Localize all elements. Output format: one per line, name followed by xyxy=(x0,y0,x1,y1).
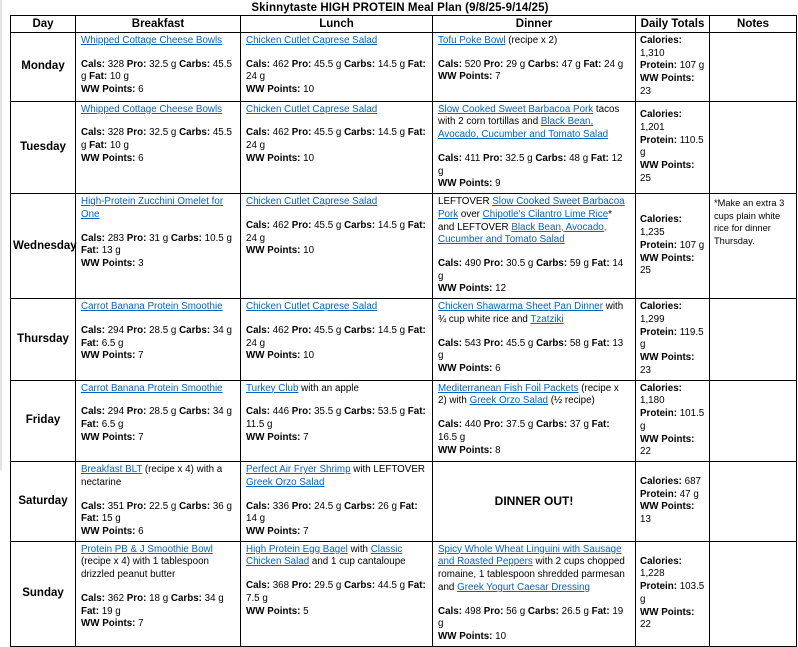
macro-label: Pro: xyxy=(291,324,312,336)
macro-label: Pro: xyxy=(483,605,504,617)
macro-label: Carbs: xyxy=(536,419,568,431)
macro-label: Carbs: xyxy=(344,127,376,139)
meal-plan-row-sunday xyxy=(11,541,797,646)
macro-label: WW Points: xyxy=(438,444,493,456)
meal-title: High Protein Egg Bagel with Classic Chicken Salad and 1 cup cantaloupe xyxy=(246,543,406,568)
breakfast-cell xyxy=(76,33,241,102)
macro-label: Carbs: xyxy=(179,406,211,418)
macro-label: Carbs: xyxy=(170,232,202,244)
macros-line: Cals: 462 Pro: 45.5 g Carbs: 14.5 g Fat: 24 g xyxy=(246,324,426,349)
note-text: *Make an extra 3 cups plain white rice for dinner Thursday. xyxy=(714,198,785,246)
ww-points-line: WW Points: 10 xyxy=(246,245,315,257)
total-line: Calories: 1,201 xyxy=(640,109,682,133)
macros-line: Cals: 440 Pro: 37.5 g Carbs: 37 g Fat: 16.5 g xyxy=(438,419,610,443)
macro-label: Carbs: xyxy=(179,324,211,336)
total-line: Protein: 47 g xyxy=(640,488,699,500)
macro-label: Cals: xyxy=(81,127,105,139)
macro-label: Cals: xyxy=(81,592,105,604)
col-header-notes: Notes xyxy=(710,16,797,33)
macros-line: Cals: 368 Pro: 29.5 g Carbs: 44.5 g Fat: 7.5 g xyxy=(246,580,426,604)
recipe-link[interactable]: Slow Cooked Sweet Barbacoa Pork xyxy=(438,103,594,115)
total-line: Calories: 1,310 xyxy=(640,35,682,59)
dinner-cell xyxy=(433,462,636,542)
macros-line: Cals: 328 Pro: 32.5 g Carbs: 45.5 g Fat: 10 g xyxy=(81,127,232,152)
lunch-cell xyxy=(241,299,433,380)
total-label: Protein: xyxy=(640,488,678,500)
macro-label: Cals: xyxy=(246,500,270,512)
col-header-day: Day xyxy=(11,16,76,33)
notes-cell xyxy=(710,541,797,646)
macro-label: Fat: xyxy=(591,258,610,270)
day-cell: Wednesday xyxy=(11,194,76,299)
lunch-cell xyxy=(241,380,433,461)
day-cell: Saturday xyxy=(11,462,76,542)
recipe-link[interactable]: Tofu Poke Bowl xyxy=(438,35,506,46)
macro-label: Carbs: xyxy=(536,337,568,349)
macro-label: Cals: xyxy=(81,406,105,418)
macros-line: Cals: 336 Pro: 24.5 g Carbs: 26 g Fat: 14 g xyxy=(246,500,418,525)
breakfast-cell xyxy=(76,101,241,193)
ww-points-line: WW Points: 6 xyxy=(81,84,144,96)
recipe-link[interactable]: Carrot Banana Protein Smoothie xyxy=(81,382,223,394)
macro-label: WW Points: xyxy=(81,84,136,96)
dinner-cell xyxy=(433,101,636,193)
macro-label: Pro: xyxy=(483,337,504,349)
total-line: WW Points: 22 xyxy=(640,433,695,458)
total-line: WW Points: 23 xyxy=(640,73,695,97)
macro-label: WW Points: xyxy=(81,431,136,443)
ww-points-line: WW Points: 6 xyxy=(81,525,144,537)
recipe-link[interactable]: Black Bean, Avocado, Cucumber and Tomato Salad xyxy=(438,221,607,246)
total-line: Calories: 1,228 xyxy=(640,555,682,580)
daily-totals-cell xyxy=(636,380,710,461)
total-label: Calories: xyxy=(640,301,682,313)
dinner-cell xyxy=(433,380,636,461)
lunch-cell xyxy=(241,33,433,102)
macro-label: Fat: xyxy=(81,245,99,257)
meal-title xyxy=(246,35,427,48)
macro-label: Fat: xyxy=(407,580,426,592)
total-line: Calories: 687 xyxy=(640,475,702,487)
lunch-cell xyxy=(241,101,433,193)
macro-label: Fat: xyxy=(81,419,99,431)
ww-points-line: WW Points: 10 xyxy=(246,84,315,96)
meal-title: Breakfast BLT (recipe x 4) with a nectarine xyxy=(81,464,223,488)
macro-label: Pro: xyxy=(291,580,312,592)
recipe-link[interactable]: Whipped Cottage Cheese Bowls xyxy=(81,35,223,46)
macros-line: Cals: 462 Pro: 45.5 g Carbs: 14.5 g Fat: 24 g xyxy=(246,58,426,83)
meal-title: LEFTOVER Slow Cooked Sweet Barbacoa Pork over Chipotle's Cilantro Lime Rice* and LEFTOVER Black Bean, Avocado, Cucumber and Tomato Salad xyxy=(438,196,625,246)
macro-label: Cals: xyxy=(438,605,462,617)
ww-points-line: WW Points: 8 xyxy=(438,444,501,456)
breakfast-cell xyxy=(76,299,241,380)
meal-title: Spicy Whole Wheat Linguini with Sausage and Roasted Peppers with 2 cups chopped romaine, 1 tablespoon shredded parmesan and Greek Yogurt Caesar Dressing xyxy=(438,543,625,593)
lunch-cell xyxy=(241,194,433,299)
macros-line: Cals: 283 Pro: 31 g Carbs: 10.5 g Fat: 13 g xyxy=(81,232,232,257)
ww-points-line: WW Points: 7 xyxy=(81,431,144,443)
total-line: Protein: 119.5 g xyxy=(640,326,704,351)
notes-cell xyxy=(710,194,797,299)
macro-label: Carbs: xyxy=(344,406,376,418)
macros-line: Cals: 462 Pro: 45.5 g Carbs: 14.5 g Fat: 24 g xyxy=(246,127,426,152)
total-label: Protein: xyxy=(640,239,678,251)
recipe-link[interactable]: Tzatziki xyxy=(530,313,564,325)
macro-label: Cals: xyxy=(246,324,270,336)
macro-label: Fat: xyxy=(407,324,426,336)
ww-points-line: WW Points: 7 xyxy=(81,350,144,362)
total-label: Protein: xyxy=(640,134,678,146)
meal-title xyxy=(81,301,235,314)
ww-points-line: WW Points: 6 xyxy=(81,152,144,164)
lunch-cell xyxy=(241,541,433,646)
total-label: Calories: xyxy=(640,475,682,487)
total-label: Protein: xyxy=(640,326,678,338)
macro-label: Fat: xyxy=(407,406,426,418)
macro-label: Cals: xyxy=(438,58,462,70)
recipe-link[interactable]: High Protein Egg Bagel xyxy=(246,543,348,555)
macro-label: Carbs: xyxy=(344,500,376,512)
macro-label: WW Points: xyxy=(438,178,493,190)
macro-label: WW Points: xyxy=(438,71,493,83)
dinner-cell xyxy=(433,194,636,299)
header-row xyxy=(11,16,797,33)
macros-line: Cals: 490 Pro: 30.5 g Carbs: 59 g Fat: 14 g xyxy=(438,258,624,282)
macro-label: Cals: xyxy=(81,500,105,512)
macro-label: WW Points: xyxy=(246,152,301,164)
total-line: Protein: 101.5 g xyxy=(640,408,705,432)
daily-totals-cell xyxy=(636,101,710,193)
col-header-breakfast: Breakfast xyxy=(76,16,241,33)
dinner-cell xyxy=(433,299,636,380)
total-label: WW Points: xyxy=(640,352,695,364)
total-label: Calories: xyxy=(640,214,682,226)
macro-label: Pro: xyxy=(291,219,312,231)
ww-points-line: WW Points: 7 xyxy=(438,71,501,83)
ww-points-line: WW Points: 10 xyxy=(438,631,507,643)
macro-label: WW Points: xyxy=(438,363,493,375)
recipe-link[interactable]: Classic Chicken Salad xyxy=(246,543,403,568)
col-header-dinner: Dinner xyxy=(433,16,636,33)
notes-cell xyxy=(710,101,797,193)
macro-label: Pro: xyxy=(126,592,147,604)
macro-label: Fat: xyxy=(81,605,99,617)
day-cell: Friday xyxy=(11,380,76,461)
macro-label: Fat: xyxy=(81,337,99,349)
daily-totals-cell xyxy=(636,541,710,646)
col-header-lunch: Lunch xyxy=(241,16,433,33)
macros-line: Cals: 462 Pro: 45.5 g Carbs: 14.5 g Fat: 24 g xyxy=(246,219,426,244)
macros-line: Cals: 294 Pro: 28.5 g Carbs: 34 g Fat: 6.5 g xyxy=(81,406,232,431)
macro-label: Cals: xyxy=(246,58,270,70)
recipe-link[interactable]: Chicken Cutlet Caprese Salad xyxy=(246,35,378,46)
dinner-out-label: DINNER OUT! xyxy=(494,493,574,508)
total-line: WW Points: 22 xyxy=(640,606,695,631)
macro-label: Pro: xyxy=(291,127,312,139)
macro-label: Cals: xyxy=(246,219,270,231)
total-line: WW Points: 25 xyxy=(640,252,695,277)
macro-label: WW Points: xyxy=(81,618,136,630)
macro-label: Pro: xyxy=(483,58,504,70)
total-label: Calories: xyxy=(640,35,682,46)
macro-label: Cals: xyxy=(438,152,462,164)
recipe-link[interactable]: Chipotle's Cilantro Lime Rice xyxy=(482,208,609,220)
macro-label: Fat: xyxy=(407,219,426,231)
recipe-link[interactable]: Black Bean, Avocado, Cucumber and Tomato Salad xyxy=(438,116,609,141)
macros-line: Cals: 446 Pro: 35.5 g Carbs: 53.5 g Fat: 11.5 g xyxy=(246,406,426,431)
macro-label: Pro: xyxy=(483,258,504,270)
col-header-daily-totals: Daily Totals xyxy=(636,16,710,33)
ww-points-line: WW Points: 10 xyxy=(246,152,315,164)
macro-label: Pro: xyxy=(483,152,503,164)
macro-label: Pro: xyxy=(291,500,312,512)
macros-line: Cals: 543 Pro: 45.5 g Carbs: 58 g Fat: 13 g xyxy=(438,337,624,362)
macro-label: Pro: xyxy=(126,406,147,418)
macro-label: Cals: xyxy=(81,324,105,336)
macro-label: Carbs: xyxy=(535,152,567,164)
macro-label: Fat: xyxy=(407,127,426,139)
macro-label: Pro: xyxy=(126,324,147,336)
macros-line: Cals: 520 Pro: 29 g Carbs: 47 g Fat: 24 g xyxy=(438,58,624,70)
macro-label: WW Points: xyxy=(246,245,301,257)
macro-label: Carbs: xyxy=(179,500,211,512)
meal-title xyxy=(81,196,235,221)
macro-label: WW Points: xyxy=(438,283,493,295)
total-line: WW Points: 23 xyxy=(640,352,695,376)
total-label: WW Points: xyxy=(640,501,695,513)
recipe-link[interactable]: Greek Orzo Salad xyxy=(469,395,548,407)
ww-points-line: WW Points: 9 xyxy=(438,178,501,190)
notes-cell xyxy=(710,299,797,380)
meal-plan-row-tuesday xyxy=(11,101,797,193)
total-label: WW Points: xyxy=(640,73,695,85)
macro-label: Carbs: xyxy=(527,605,559,617)
macros-line: Cals: 411 Pro: 32.5 g Carbs: 48 g Fat: 12 g xyxy=(438,152,623,177)
total-label: WW Points: xyxy=(640,606,695,618)
macro-label: Cals: xyxy=(81,58,105,70)
lunch-cell xyxy=(241,462,433,542)
ww-points-line: WW Points: 5 xyxy=(246,605,309,617)
macro-label: WW Points: xyxy=(246,525,301,537)
total-label: WW Points: xyxy=(640,252,695,264)
total-label: Protein: xyxy=(640,60,678,72)
recipe-link[interactable]: Turkey Club xyxy=(246,382,299,394)
recipe-link[interactable]: Spicy Whole Wheat Linguini with Sausage and Roasted Peppers xyxy=(438,543,622,568)
meal-title: Chicken Shawarma Sheet Pan Dinner with ¾ cup white rice and Tzatziki xyxy=(438,301,624,325)
meal-title xyxy=(246,104,427,117)
macro-label: Pro: xyxy=(126,232,147,244)
recipe-link[interactable]: Protein PB & J Smoothie Bowl xyxy=(81,543,213,555)
macro-label: Fat: xyxy=(399,500,418,512)
breakfast-cell xyxy=(76,380,241,461)
total-line: Protein: 107 g xyxy=(640,239,705,251)
recipe-link[interactable]: Mediterranean Fish Foil Packets xyxy=(438,382,579,394)
total-label: Calories: xyxy=(640,109,682,121)
macro-label: Carbs: xyxy=(179,127,211,139)
macro-label: Carbs: xyxy=(170,592,202,604)
ww-points-line: WW Points: 3 xyxy=(81,258,144,270)
meal-plan-body xyxy=(11,33,797,647)
breakfast-cell xyxy=(76,194,241,299)
total-label: WW Points: xyxy=(640,160,695,172)
macro-label: Fat: xyxy=(89,140,108,152)
macro-label: Cals: xyxy=(246,406,270,418)
macro-label: Fat: xyxy=(591,605,610,617)
total-line: Protein: 107 g xyxy=(640,60,705,72)
macro-label: Cals: xyxy=(438,337,462,349)
macros-line: Cals: 328 Pro: 32.5 g Carbs: 45.5 g Fat: 10 g xyxy=(81,58,232,83)
macro-label: WW Points: xyxy=(81,350,136,362)
macro-label: Carbs: xyxy=(344,324,376,336)
macro-label: Fat: xyxy=(81,513,99,525)
dinner-cell xyxy=(433,33,636,102)
macro-label: Fat: xyxy=(591,337,610,349)
total-line: Protein: 103.5 g xyxy=(640,581,705,605)
total-label: WW Points: xyxy=(640,433,695,445)
ww-points-line: WW Points: 10 xyxy=(246,350,315,362)
macro-label: Pro: xyxy=(483,419,504,431)
macro-label: Cals: xyxy=(438,258,462,270)
total-label: Calories: xyxy=(640,382,682,394)
total-label: Protein: xyxy=(640,581,678,593)
meal-plan-row-wednesday xyxy=(11,194,797,299)
macro-label: WW Points: xyxy=(246,605,301,617)
recipe-link[interactable]: Carrot Banana Protein Smoothie xyxy=(81,301,223,313)
macro-label: Fat: xyxy=(583,58,602,70)
meal-title: Tofu Poke Bowl (recipe x 2) xyxy=(438,35,558,46)
meal-plan-row-saturday xyxy=(11,462,797,542)
total-line: Protein: 110.5 g xyxy=(640,134,704,159)
macro-label: Cals: xyxy=(246,580,270,592)
meal-title xyxy=(81,35,235,48)
macro-label: Carbs: xyxy=(179,58,211,70)
day-cell: Monday xyxy=(11,33,76,102)
recipe-link[interactable]: Slow Cooked Sweet Barbacoa Pork xyxy=(438,196,625,220)
macro-label: Pro: xyxy=(291,406,312,418)
recipe-link[interactable]: Greek Yogurt Caesar Dressing xyxy=(457,581,590,593)
macro-label: Carbs: xyxy=(527,58,559,70)
macro-label: Carbs: xyxy=(344,580,376,592)
macro-label: Cals: xyxy=(81,232,105,244)
ww-points-line: WW Points: 6 xyxy=(438,363,501,375)
macro-label: WW Points: xyxy=(246,431,301,443)
recipe-link[interactable]: High-Protein Zucchini Omelet for One xyxy=(81,196,224,220)
daily-totals-cell xyxy=(636,194,710,299)
dinner-cell xyxy=(433,541,636,646)
total-label: Protein: xyxy=(640,408,678,420)
notes-cell xyxy=(710,33,797,102)
ww-points-line: WW Points: 7 xyxy=(246,431,309,443)
macros-line: Cals: 351 Pro: 22.5 g Carbs: 36 g Fat: 15 g xyxy=(81,500,232,525)
meal-title xyxy=(246,196,427,209)
recipe-link[interactable]: Chicken Cutlet Caprese Salad xyxy=(246,196,378,208)
meal-title xyxy=(246,301,427,314)
macros-line: Cals: 498 Pro: 56 g Carbs: 26.5 g Fat: 19 g xyxy=(438,605,624,630)
meal-title: Perfect Air Fryer Shrimp with LEFTOVER Greek Orzo Salad xyxy=(246,464,425,488)
total-line: WW Points: 25 xyxy=(640,160,695,184)
macro-label: Pro: xyxy=(126,58,147,70)
breakfast-cell xyxy=(76,462,241,542)
recipe-link[interactable]: Chicken Cutlet Caprese Salad xyxy=(246,301,378,313)
meal-title xyxy=(81,383,235,396)
macro-label: Cals: xyxy=(246,127,270,139)
meal-title: Slow Cooked Sweet Barbacoa Pork tacos with 2 corn tortillas and Black Bean, Avocado, Cucumber and Tomato Salad xyxy=(438,103,620,141)
ww-points-line: WW Points: 7 xyxy=(81,618,144,630)
meal-plan-table xyxy=(10,15,797,647)
macros-line: Cals: 362 Pro: 18 g Carbs: 34 g Fat: 19 g xyxy=(81,592,224,617)
recipe-link[interactable]: Chicken Shawarma Sheet Pan Dinner xyxy=(438,301,604,313)
macro-label: WW Points: xyxy=(246,84,301,96)
page-title: Skinnytaste HIGH PROTEIN Meal Plan (9/8/25-9/14/25) xyxy=(251,2,549,14)
macro-label: WW Points: xyxy=(246,350,301,362)
notes-cell xyxy=(710,462,797,542)
macro-label: Carbs: xyxy=(344,219,376,231)
macro-label: WW Points: xyxy=(81,525,136,537)
total-line: Calories: 1,180 xyxy=(640,382,682,407)
meal-title: Mediterranean Fish Foil Packets (recipe x 2) with Greek Orzo Salad (½ recipe) xyxy=(438,382,619,407)
meal-title xyxy=(81,104,235,117)
total-line: WW Points: 13 xyxy=(640,501,695,526)
macro-label: Pro: xyxy=(126,500,147,512)
macro-label: Fat: xyxy=(590,152,609,164)
macro-label: Carbs: xyxy=(536,258,568,270)
total-line: Calories: 1,235 xyxy=(640,214,682,239)
recipe-link[interactable]: Whipped Cottage Cheese Bowls xyxy=(81,103,223,115)
recipe-link[interactable]: Breakfast BLT xyxy=(81,464,143,476)
macro-label: WW Points: xyxy=(81,258,136,270)
total-line: Calories: 1,299 xyxy=(640,301,682,325)
meal-title: Protein PB & J Smoothie Bowl (recipe x 4) with 1 tablespoon drizzled peanut butter xyxy=(81,543,213,581)
ww-points-line: WW Points: 7 xyxy=(246,525,309,537)
meal-plan-row-thursday xyxy=(11,299,797,380)
meal-plan-row-monday xyxy=(11,33,797,102)
macros-line: Cals: 294 Pro: 28.5 g Carbs: 34 g Fat: 6.5 g xyxy=(81,324,232,349)
meal-plan-row-friday xyxy=(11,380,797,461)
total-label: Calories: xyxy=(640,555,682,567)
macro-label: Carbs: xyxy=(344,58,376,70)
macro-label: WW Points: xyxy=(438,631,493,643)
recipe-link[interactable]: Chicken Cutlet Caprese Salad xyxy=(246,103,378,115)
macro-label: Fat: xyxy=(89,71,108,83)
recipe-link[interactable]: Perfect Air Fryer Shrimp xyxy=(246,464,351,476)
macro-label: Cals: xyxy=(438,419,462,431)
macro-label: Pro: xyxy=(291,58,312,70)
macro-label: WW Points: xyxy=(81,152,136,164)
macro-label: Fat: xyxy=(591,419,610,431)
daily-totals-cell xyxy=(636,33,710,102)
daily-totals-cell xyxy=(636,462,710,542)
notes-cell xyxy=(710,380,797,461)
ww-points-line: WW Points: 12 xyxy=(438,283,507,295)
macro-label: Pro: xyxy=(126,127,147,139)
meal-title: Turkey Club with an apple xyxy=(246,382,359,394)
day-cell: Sunday xyxy=(11,541,76,646)
macro-label: Fat: xyxy=(407,58,426,70)
recipe-link[interactable]: Greek Orzo Salad xyxy=(246,476,325,488)
day-cell: Thursday xyxy=(11,299,76,380)
daily-totals-cell xyxy=(636,299,710,380)
day-cell: Tuesday xyxy=(11,101,76,193)
breakfast-cell xyxy=(76,541,241,646)
